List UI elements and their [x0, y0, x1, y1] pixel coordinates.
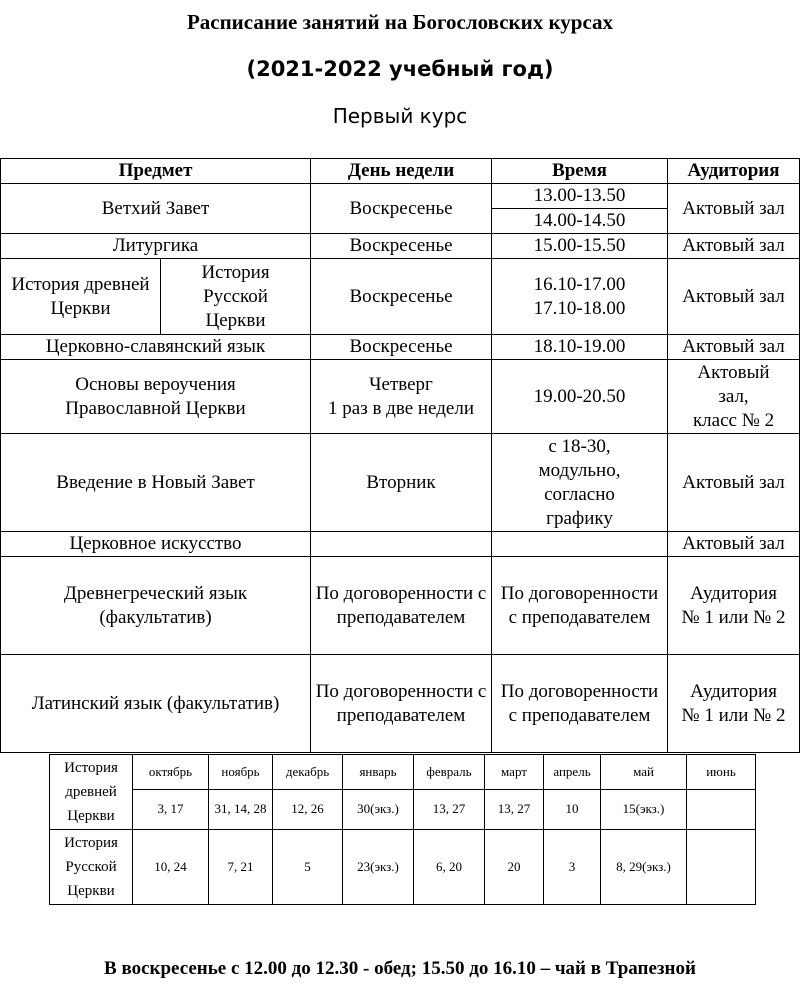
month-header: январь — [343, 755, 414, 790]
table-row — [1, 434, 800, 532]
subject-cell: Ветхий Завет — [1, 184, 311, 234]
footer-note: В воскресенье с 12.00 до 12.30 - обед; 15.50 до 16.10 – чай в Трапезной — [104, 958, 696, 979]
months-table — [49, 754, 756, 905]
day-cell — [311, 532, 492, 557]
date-cell: 10, 24 — [133, 830, 209, 905]
table-row — [1, 259, 800, 335]
month-header: декабрь — [273, 755, 343, 790]
time-cell — [492, 532, 668, 557]
month-header: октябрь — [133, 755, 209, 790]
day-cell: Вторник — [311, 434, 492, 532]
table-row — [1, 234, 800, 259]
month-header: апрель — [544, 755, 601, 790]
subject-cell: История древней Церкви — [1, 259, 161, 335]
room-line: класс № 2 — [692, 409, 775, 431]
schedule-header-row — [1, 159, 800, 184]
room-cell: Актовый зал — [668, 234, 800, 259]
time-cell: 13.00-13.50 — [492, 184, 668, 209]
subject-cell: Церковное искусство — [1, 532, 311, 557]
table-row — [1, 335, 800, 360]
room-cell — [668, 557, 800, 655]
table-row — [1, 184, 800, 209]
date-cell: 7, 21 — [209, 830, 273, 905]
room-line: № 1 или № 2 — [681, 704, 786, 726]
time-line: 17.10-18.00 — [533, 297, 626, 319]
time-cell: 19.00-20.50 — [492, 360, 668, 434]
date-cell: 3 — [544, 830, 601, 905]
date-cell: 20 — [485, 830, 544, 905]
room-line: Актовый — [697, 361, 770, 383]
schedule-title: Расписание занятий на Богословских курсах — [186, 10, 614, 34]
date-cell: 3, 17 — [133, 789, 209, 829]
room-cell: Актовый зал — [668, 335, 800, 360]
day-line: 1 раз в две недели — [328, 397, 474, 419]
room-cell: Актовый зал — [668, 184, 800, 234]
subject-cell: История Русской Церкви — [161, 259, 311, 335]
date-cell — [687, 830, 756, 905]
schedule-table — [0, 158, 800, 753]
subject-line: Основы вероучения — [75, 373, 236, 395]
room-cell — [668, 655, 800, 753]
academic-year: (2021-2022 учебный год) — [246, 57, 554, 81]
table-row — [1, 557, 800, 655]
table-row — [1, 532, 800, 557]
course-name-cell: История древней Церкви — [50, 755, 133, 830]
date-cell: 31, 14, 28 — [209, 789, 273, 829]
month-header: февраль — [414, 755, 485, 790]
time-cell — [492, 259, 668, 335]
table-row — [50, 830, 756, 905]
time-cell: 14.00-14.50 — [492, 209, 668, 234]
month-header: май — [601, 755, 687, 790]
room-cell: Актовый зал — [668, 259, 800, 335]
room-line: № 1 или № 2 — [681, 606, 786, 628]
table-row — [1, 655, 800, 753]
room-cell: Актовый зал — [668, 434, 800, 532]
time-cell: 15.00-15.50 — [492, 234, 668, 259]
subject-cell: Литургика — [1, 234, 311, 259]
date-cell — [687, 789, 756, 829]
date-cell: 8, 29(экз.) — [601, 830, 687, 905]
day-line: Четверг — [369, 373, 433, 395]
time-cell: 18.10-19.00 — [492, 335, 668, 360]
room-line: Аудитория — [690, 680, 777, 702]
date-cell: 30(экз.) — [343, 789, 414, 829]
header-subject: Предмет — [1, 159, 311, 184]
header-day: День недели — [311, 159, 492, 184]
day-cell — [311, 360, 492, 434]
header-time: Время — [492, 159, 668, 184]
months-header-row — [50, 755, 756, 790]
subject-cell: Латинский язык (факультатив) — [1, 655, 311, 753]
time-cell: По договоренности с преподавателем — [492, 655, 668, 753]
date-cell: 5 — [273, 830, 343, 905]
month-header: июнь — [687, 755, 756, 790]
date-cell: 6, 20 — [414, 830, 485, 905]
day-cell: Воскресенье — [311, 184, 492, 234]
header-room: Аудитория — [668, 159, 800, 184]
day-cell: Воскресенье — [311, 335, 492, 360]
date-cell: 12, 26 — [273, 789, 343, 829]
room-cell: Актовый зал — [668, 532, 800, 557]
time-cell: По договоренности с преподавателем — [492, 557, 668, 655]
date-cell: 23(экз.) — [343, 830, 414, 905]
subject-cell: Церковно-славянский язык — [1, 335, 311, 360]
day-cell: По договоренности с преподавателем — [311, 557, 492, 655]
month-header: март — [485, 755, 544, 790]
time-line: 16.10-17.00 — [533, 273, 626, 295]
subject-line: Православной Церкви — [65, 397, 246, 419]
time-cell: с 18-30, модульно, согласно графику — [492, 434, 668, 532]
date-cell: 15(экз.) — [601, 789, 687, 829]
room-line: зал, — [718, 385, 749, 407]
table-row — [1, 360, 800, 434]
month-header: ноябрь — [209, 755, 273, 790]
subject-line: (факультатив) — [99, 606, 212, 628]
date-cell: 13, 27 — [414, 789, 485, 829]
table-row — [50, 789, 756, 829]
day-cell: По договоренности с преподавателем — [311, 655, 492, 753]
room-line: Аудитория — [690, 582, 777, 604]
room-cell — [668, 360, 800, 434]
subject-cell: Введение в Новый Завет — [1, 434, 311, 532]
date-cell: 13, 27 — [485, 789, 544, 829]
day-cell: Воскресенье — [311, 259, 492, 335]
subject-cell — [1, 557, 311, 655]
course-level: Первый курс — [332, 104, 468, 128]
subject-cell — [1, 360, 311, 434]
date-cell: 10 — [544, 789, 601, 829]
day-cell: Воскресенье — [311, 234, 492, 259]
course-name-cell: История Русской Церкви — [50, 830, 133, 905]
subject-line: Древнегреческий язык — [63, 582, 248, 604]
